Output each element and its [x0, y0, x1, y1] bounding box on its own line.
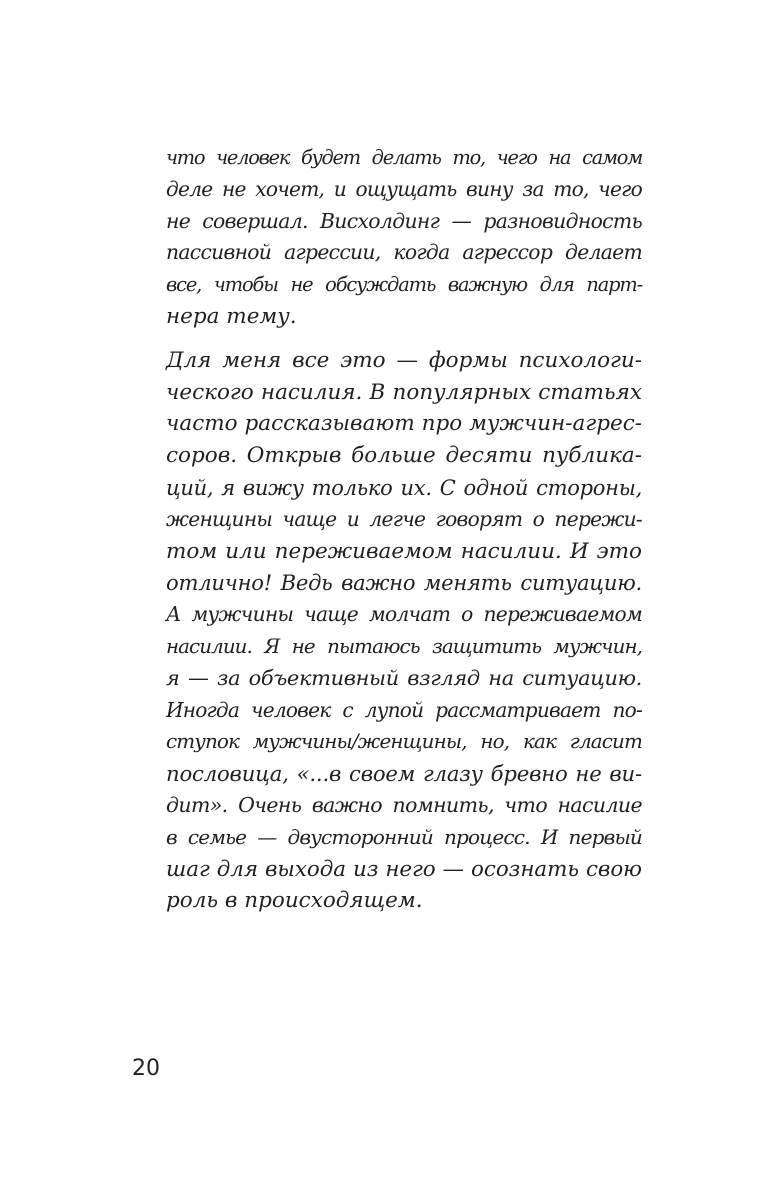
text-line: что человек будет делать то, чего на самом — [166, 146, 642, 169]
text-line: Для меня все это — формы психологи- — [166, 347, 642, 373]
paragraph-1 — [166, 142, 642, 333]
text-line: А мужчины чаще молчат о переживаемом — [166, 602, 642, 627]
text-line: не совершал. Висхолдинг — разновидность — [166, 208, 642, 233]
text-line: Иногда человек с лупой рассматривает по- — [166, 697, 642, 722]
text-line: шаг для выхода из него — осознать свою — [166, 856, 642, 882]
text-line: ций, я вижу только их. С одной стороны, — [166, 474, 642, 500]
text-line: я — за объективный взгляд на ситуацию. — [166, 665, 642, 690]
text-line: часто рассказывают про мужчин-агрес- — [166, 411, 642, 437]
text-line: нера тему. — [166, 303, 297, 329]
text-line: ступок мужчины/женщины, но, как гласит — [166, 730, 642, 754]
text-line: дит». Очень важно помнить, что насилие — [166, 792, 642, 817]
text-line: том или переживаемом насилии. И это — [166, 538, 642, 564]
text-line: в семье — двусторонний процесс. И первый — [166, 824, 642, 849]
text-line: женщины чаще и легче говорят о пережи- — [166, 506, 642, 531]
paragraph-2 — [166, 345, 642, 917]
text-line: ческого насилия. В популярных статьях — [166, 379, 642, 405]
text-line: деле не хочет, и ощущать вину за то, чего — [166, 176, 642, 201]
text-line: пассивной агрессии, когда агрессор делает — [166, 240, 642, 265]
body-text — [166, 142, 642, 917]
text-line: насилии. Я не пытаюсь защитить мужчин, — [166, 634, 642, 658]
text-line: все, чтобы не обсуждать важную для парт- — [166, 273, 642, 297]
text-line: отлично! Ведь важно менять ситуацию. — [166, 570, 642, 596]
text-line: соров. Открыв больше десяти публика- — [166, 443, 642, 469]
page-number: 20 — [132, 1056, 160, 1081]
text-line: роль в происходящем. — [166, 888, 423, 914]
text-line: пословица, «...в своем глазу бревно не ви- — [166, 761, 642, 787]
